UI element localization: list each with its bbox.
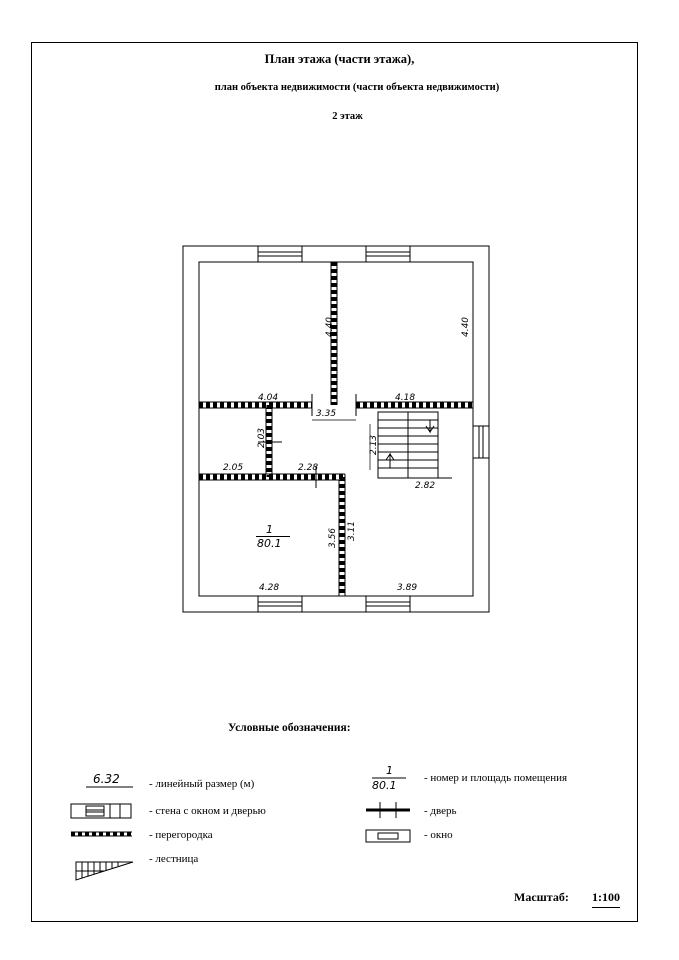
window-bottom-left: [258, 596, 302, 612]
legend-symbols: [71, 778, 410, 880]
dim-hall-mid-width: 2.28: [298, 463, 319, 473]
dim-left-room-width: 4.04: [258, 393, 279, 403]
legend-stairs: - лестница: [149, 853, 199, 865]
dim-right-room-width: 4.18: [395, 393, 416, 403]
floor-label: 2 этаж: [332, 111, 363, 122]
legend-sample-dimension: 6.32: [93, 772, 120, 786]
legend-room-number-area: - номер и площадь помещения: [424, 772, 568, 784]
dim-partition-b: 3.11: [347, 520, 358, 542]
legend-wall-window-door: - стена с окном и дверью: [149, 805, 266, 817]
window-right: [473, 426, 489, 458]
plan-title: План этажа (части этажа),: [264, 52, 415, 66]
dim-partition-a: 3.56: [328, 527, 339, 549]
window-top-right: [366, 246, 410, 262]
room-number: 1: [266, 523, 273, 536]
window-bottom-right: [366, 596, 410, 612]
legend-partition: - перегородка: [149, 829, 213, 841]
legend-sample-room-area: 80.1: [372, 779, 397, 792]
dim-left-room-height: 4.40: [325, 316, 336, 338]
legend-door: - дверь: [424, 805, 457, 817]
dim-stair-height: 2.13: [369, 434, 380, 456]
stairs: [378, 412, 452, 478]
dim-right-room-height: 4.40: [461, 316, 472, 338]
legend-sample-room-number: 1: [386, 764, 393, 777]
dim-hall-small-height: 2.03: [257, 427, 268, 449]
dim-bottom-right-width: 3.89: [397, 583, 418, 593]
scale-value: 1:100: [592, 890, 620, 908]
scale-label: Масштаб:: [514, 890, 569, 904]
plan-subtitle: план объекта недвижимости (части объекта недвижимости): [214, 82, 500, 93]
room-area: 80.1: [257, 537, 282, 550]
dim-hall-small-width: 2.05: [223, 463, 244, 473]
dim-bottom-left-width: 4.28: [259, 583, 280, 593]
dim-stair-width: 2.82: [415, 481, 436, 491]
legend-linear-size: - линейный размер (м): [149, 778, 255, 790]
legend-title: Условные обозначения:: [228, 722, 351, 734]
window-top-left: [258, 246, 302, 262]
dim-hall-width: 3.35: [316, 409, 337, 419]
legend-window: - окно: [424, 829, 453, 841]
